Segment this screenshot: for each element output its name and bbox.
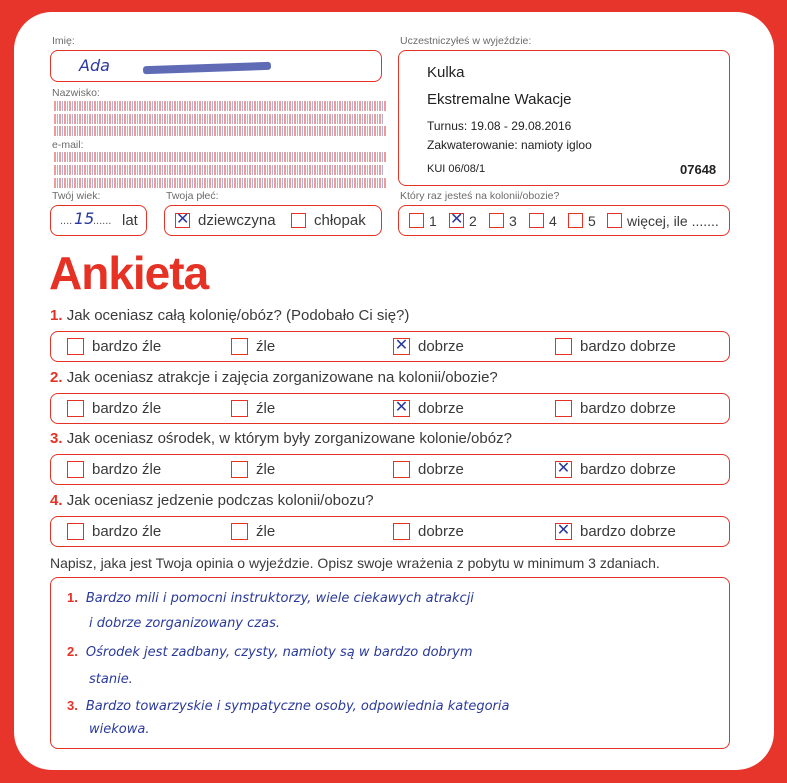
opinion-line-text: Bardzo towarzyskie i sympatyczne osoby, odpowiednia kategoria	[85, 699, 510, 714]
checkbox[interactable]	[231, 461, 248, 478]
checkbox[interactable]	[393, 461, 410, 478]
checkbox[interactable]	[231, 523, 248, 540]
question-4: 4. Jak oceniasz jedzenie podczas kolonii/obozu?	[50, 492, 374, 509]
rating-option-label: bardzo źle	[92, 523, 162, 540]
opinion-line-text: i dobrze zorganizowany czas.	[89, 616, 280, 631]
rating-option-label: dobrze	[418, 400, 464, 417]
rating-option-label: bardzo źle	[92, 338, 162, 355]
rating-option[interactable]	[555, 394, 676, 423]
opinion-line	[89, 616, 280, 631]
checkbox[interactable]	[393, 523, 410, 540]
opinion-line-number: 2.	[67, 644, 78, 659]
checkbox[interactable]	[67, 461, 84, 478]
rating-option[interactable]	[231, 332, 275, 361]
program-name: Ekstremalne Wakacje	[427, 91, 572, 108]
checkbox[interactable]	[291, 213, 306, 228]
trip-info-box	[398, 50, 730, 186]
checkbox[interactable]	[67, 400, 84, 417]
ktory-raz-option-3[interactable]: 3	[489, 206, 517, 235]
rating-row-1	[50, 331, 730, 362]
checkbox-checked[interactable]: ✕	[556, 458, 571, 477]
rating-option-label: dobrze	[418, 338, 464, 355]
rating-option[interactable]	[231, 455, 275, 484]
plec-label: Twoja płeć:	[166, 190, 219, 202]
rating-option-label: dobrze	[418, 461, 464, 478]
rating-option-label: bardzo dobrze	[580, 523, 676, 540]
rating-option-label: bardzo dobrze	[580, 461, 676, 478]
rating-row-3	[50, 454, 730, 485]
turnus: Turnus: 19.08 - 29.08.2016	[427, 119, 572, 133]
checkbox-checked[interactable]: ✕	[394, 335, 409, 354]
rating-option-label: źle	[256, 400, 276, 417]
rating-option-label: dobrze	[418, 523, 464, 540]
rating-option[interactable]	[231, 517, 275, 546]
checkbox[interactable]	[568, 213, 583, 228]
ktory-raz-option-wiecej[interactable]: więcej, ile .......	[607, 206, 719, 235]
ktory-raz-option-4[interactable]: 4	[529, 206, 557, 235]
plec-option-dziewczyna[interactable]: ✕ dziewczyna	[176, 209, 276, 229]
wiek-unit: lat	[122, 212, 138, 229]
rating-option[interactable]	[393, 517, 464, 546]
opinion-line	[67, 644, 472, 660]
wiek-label: Twój wiek:	[52, 190, 101, 202]
ktory-raz-option-5[interactable]: 5	[568, 206, 596, 235]
checkbox-checked[interactable]: ✕	[394, 397, 409, 416]
imie-field[interactable]	[50, 50, 382, 82]
opinion-line-number: 3.	[67, 698, 78, 713]
wiek-value: 15	[74, 209, 95, 228]
rating-option-label: bardzo dobrze	[580, 338, 676, 355]
checkbox[interactable]	[489, 213, 504, 228]
checkbox[interactable]	[555, 338, 572, 355]
nazwisko-label: Nazwisko:	[52, 87, 100, 99]
question-2: 2. Jak oceniasz atrakcje i zajęcia zorganizowane na kolonii/obozie?	[50, 369, 498, 386]
checkbox-checked[interactable]: ✕	[556, 520, 571, 539]
checkbox-checked[interactable]: ✕	[450, 209, 464, 228]
rating-option[interactable]	[67, 332, 161, 361]
opinion-textarea[interactable]	[50, 577, 730, 749]
uczestnik-label: Uczestniczyłeś w wyjeździe:	[400, 35, 532, 47]
rating-option-label: źle	[256, 338, 276, 355]
rating-row-4	[50, 516, 730, 547]
ktory-raz-label: Który raz jesteś na kolonii/obozie?	[400, 190, 560, 202]
opinion-line	[89, 672, 133, 687]
rating-option[interactable]	[67, 394, 161, 423]
rating-option[interactable]	[67, 455, 161, 484]
opinion-line-text: stanie.	[89, 672, 133, 687]
rating-option[interactable]	[555, 455, 676, 484]
checkbox[interactable]	[555, 400, 572, 417]
rating-option[interactable]	[393, 332, 464, 361]
opinion-line-text: wiekowa.	[89, 722, 150, 737]
checkbox[interactable]	[231, 400, 248, 417]
zakwaterowanie: Zakwaterowanie: namioty igloo	[427, 138, 592, 152]
checkbox[interactable]	[409, 213, 424, 228]
checkbox-checked[interactable]: ✕	[176, 209, 190, 228]
opinion-line-number: 1.	[67, 590, 78, 605]
rating-option-label: bardzo źle	[92, 461, 162, 478]
rating-option-label: źle	[256, 523, 276, 540]
rating-option[interactable]	[555, 332, 676, 361]
page-title: Ankieta	[49, 247, 209, 299]
checkbox[interactable]	[607, 213, 622, 228]
checkbox[interactable]	[231, 338, 248, 355]
opinion-line	[67, 698, 509, 714]
rating-option[interactable]	[231, 394, 275, 423]
opinion-line-text: Ośrodek jest zadbany, czysty, namioty są w bardzo dobrym	[85, 645, 473, 660]
rating-option[interactable]	[67, 517, 161, 546]
plec-field	[164, 205, 382, 236]
rating-option-label: bardzo źle	[92, 400, 162, 417]
wiek-field[interactable]: .... 15 ...... lat	[50, 205, 147, 236]
form-number: 07648	[680, 162, 717, 177]
rating-option[interactable]	[393, 455, 464, 484]
opinion-line-text: Bardzo mili i pomocni instruktorzy, wiele ciekawych atrakcji	[85, 591, 474, 606]
ktory-raz-field	[398, 205, 730, 236]
company-name: Kulka	[427, 64, 465, 81]
trip-code: KUI 06/08/1	[427, 163, 486, 175]
checkbox[interactable]	[67, 523, 84, 540]
checkbox[interactable]	[529, 213, 544, 228]
rating-row-2	[50, 393, 730, 424]
redaction-scribble	[143, 62, 271, 74]
opinion-line	[89, 722, 149, 737]
email-label: e-mail:	[52, 139, 84, 151]
opinion-prompt: Napisz, jaka jest Twoja opinia o wyjeździe. Opisz swoje wrażenia z pobytu w minimum 3 zdaniach.	[50, 555, 660, 571]
plec-option-chlopak[interactable]: chłopak	[291, 206, 366, 235]
rating-option[interactable]	[555, 517, 676, 546]
ktory-raz-option-2[interactable]: ✕ 2	[450, 209, 477, 229]
rating-option-label: źle	[256, 461, 276, 478]
opinion-line	[67, 590, 474, 606]
question-3: 3. Jak oceniasz ośrodek, w którym były zorganizowane kolonie/obóz?	[50, 430, 512, 447]
ktory-raz-option-1[interactable]: 1	[409, 206, 437, 235]
question-1: 1. Jak oceniasz całą kolonię/obóz? (Podobało Ci się?)	[50, 307, 410, 324]
rating-option-label: bardzo dobrze	[580, 400, 676, 417]
imie-label: Imię:	[52, 35, 75, 47]
imie-value: Ada	[79, 56, 110, 75]
rating-option[interactable]	[393, 394, 464, 423]
checkbox[interactable]	[67, 338, 84, 355]
